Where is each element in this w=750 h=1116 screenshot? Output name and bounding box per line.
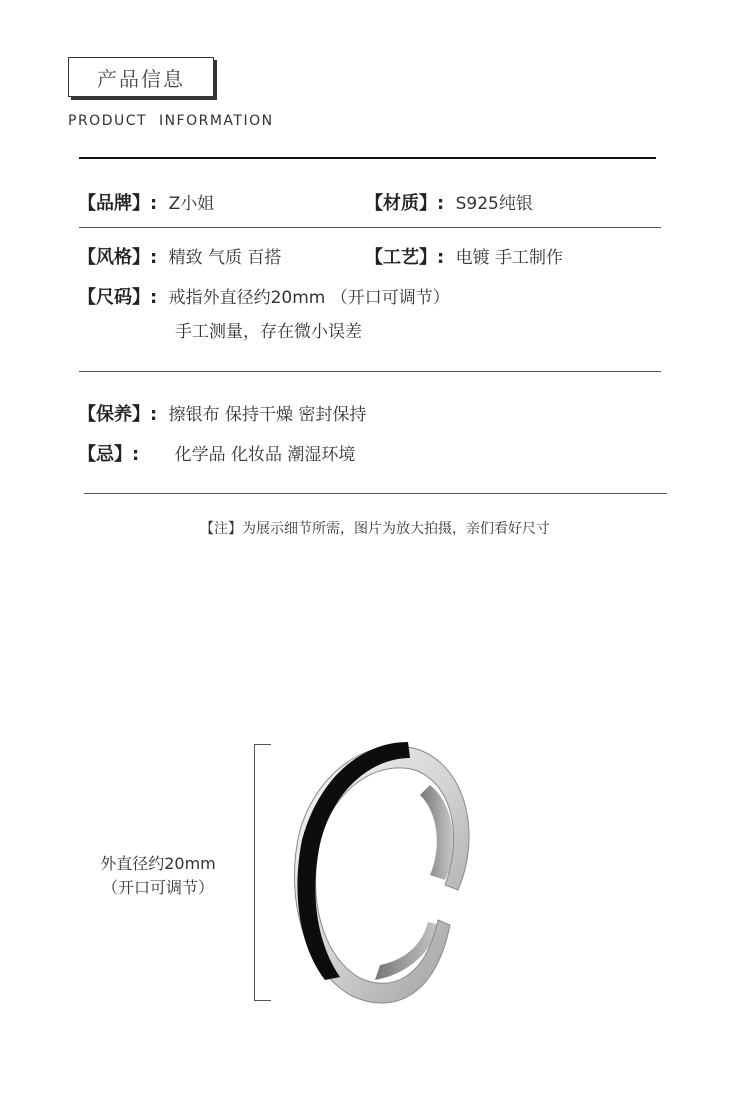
avoid-value: 化学品 化妆品 潮湿环境 bbox=[174, 445, 356, 465]
ring-image bbox=[280, 730, 510, 1020]
brand-row bbox=[78, 193, 214, 215]
top-divider bbox=[79, 157, 656, 159]
divider-1 bbox=[79, 227, 661, 228]
size-value: 戒指外直径约20mm （开口可调节） bbox=[168, 288, 450, 308]
style-label: 【风格】: bbox=[78, 247, 158, 268]
care-row bbox=[78, 404, 366, 426]
style-value: 精致 气质 百搭 bbox=[168, 248, 282, 268]
craft-label: 【工艺】: bbox=[365, 247, 445, 268]
craft-value: 电镀 手工制作 bbox=[455, 248, 564, 268]
material-row bbox=[365, 193, 533, 215]
dimension-label bbox=[88, 852, 228, 900]
section-title: 产品信息 bbox=[68, 57, 214, 97]
care-value: 擦银布 保持干燥 密封保持 bbox=[168, 405, 367, 425]
dimension-bracket bbox=[254, 744, 271, 1001]
care-label: 【保养】: bbox=[78, 404, 158, 425]
size-row bbox=[78, 287, 450, 309]
material-label: 【材质】: bbox=[365, 193, 445, 214]
brand-value: Z小姐 bbox=[168, 194, 215, 214]
section-subtitle: PRODUCT INFORMATION bbox=[68, 113, 274, 129]
size-disclaimer: 【注】为展示细节所需，图片为放大拍摄，亲们看好尺寸 bbox=[200, 521, 550, 537]
dimension-adjustable: （开口可调节） bbox=[101, 878, 214, 897]
style-row bbox=[78, 247, 281, 269]
size-note: 手工测量，存在微小误差 bbox=[175, 322, 362, 342]
divider-3 bbox=[84, 493, 667, 494]
dimension-diameter: 外直径约20mm bbox=[100, 854, 216, 873]
craft-row bbox=[365, 247, 563, 269]
divider-2 bbox=[79, 371, 661, 372]
material-value: S925纯银 bbox=[455, 194, 533, 214]
avoid-label: 【忌】: bbox=[78, 444, 140, 465]
avoid-row bbox=[78, 444, 355, 466]
size-label: 【尺码】: bbox=[78, 287, 158, 308]
ring-enamel-stripe bbox=[297, 742, 410, 980]
brand-label: 【品牌】: bbox=[78, 193, 158, 214]
